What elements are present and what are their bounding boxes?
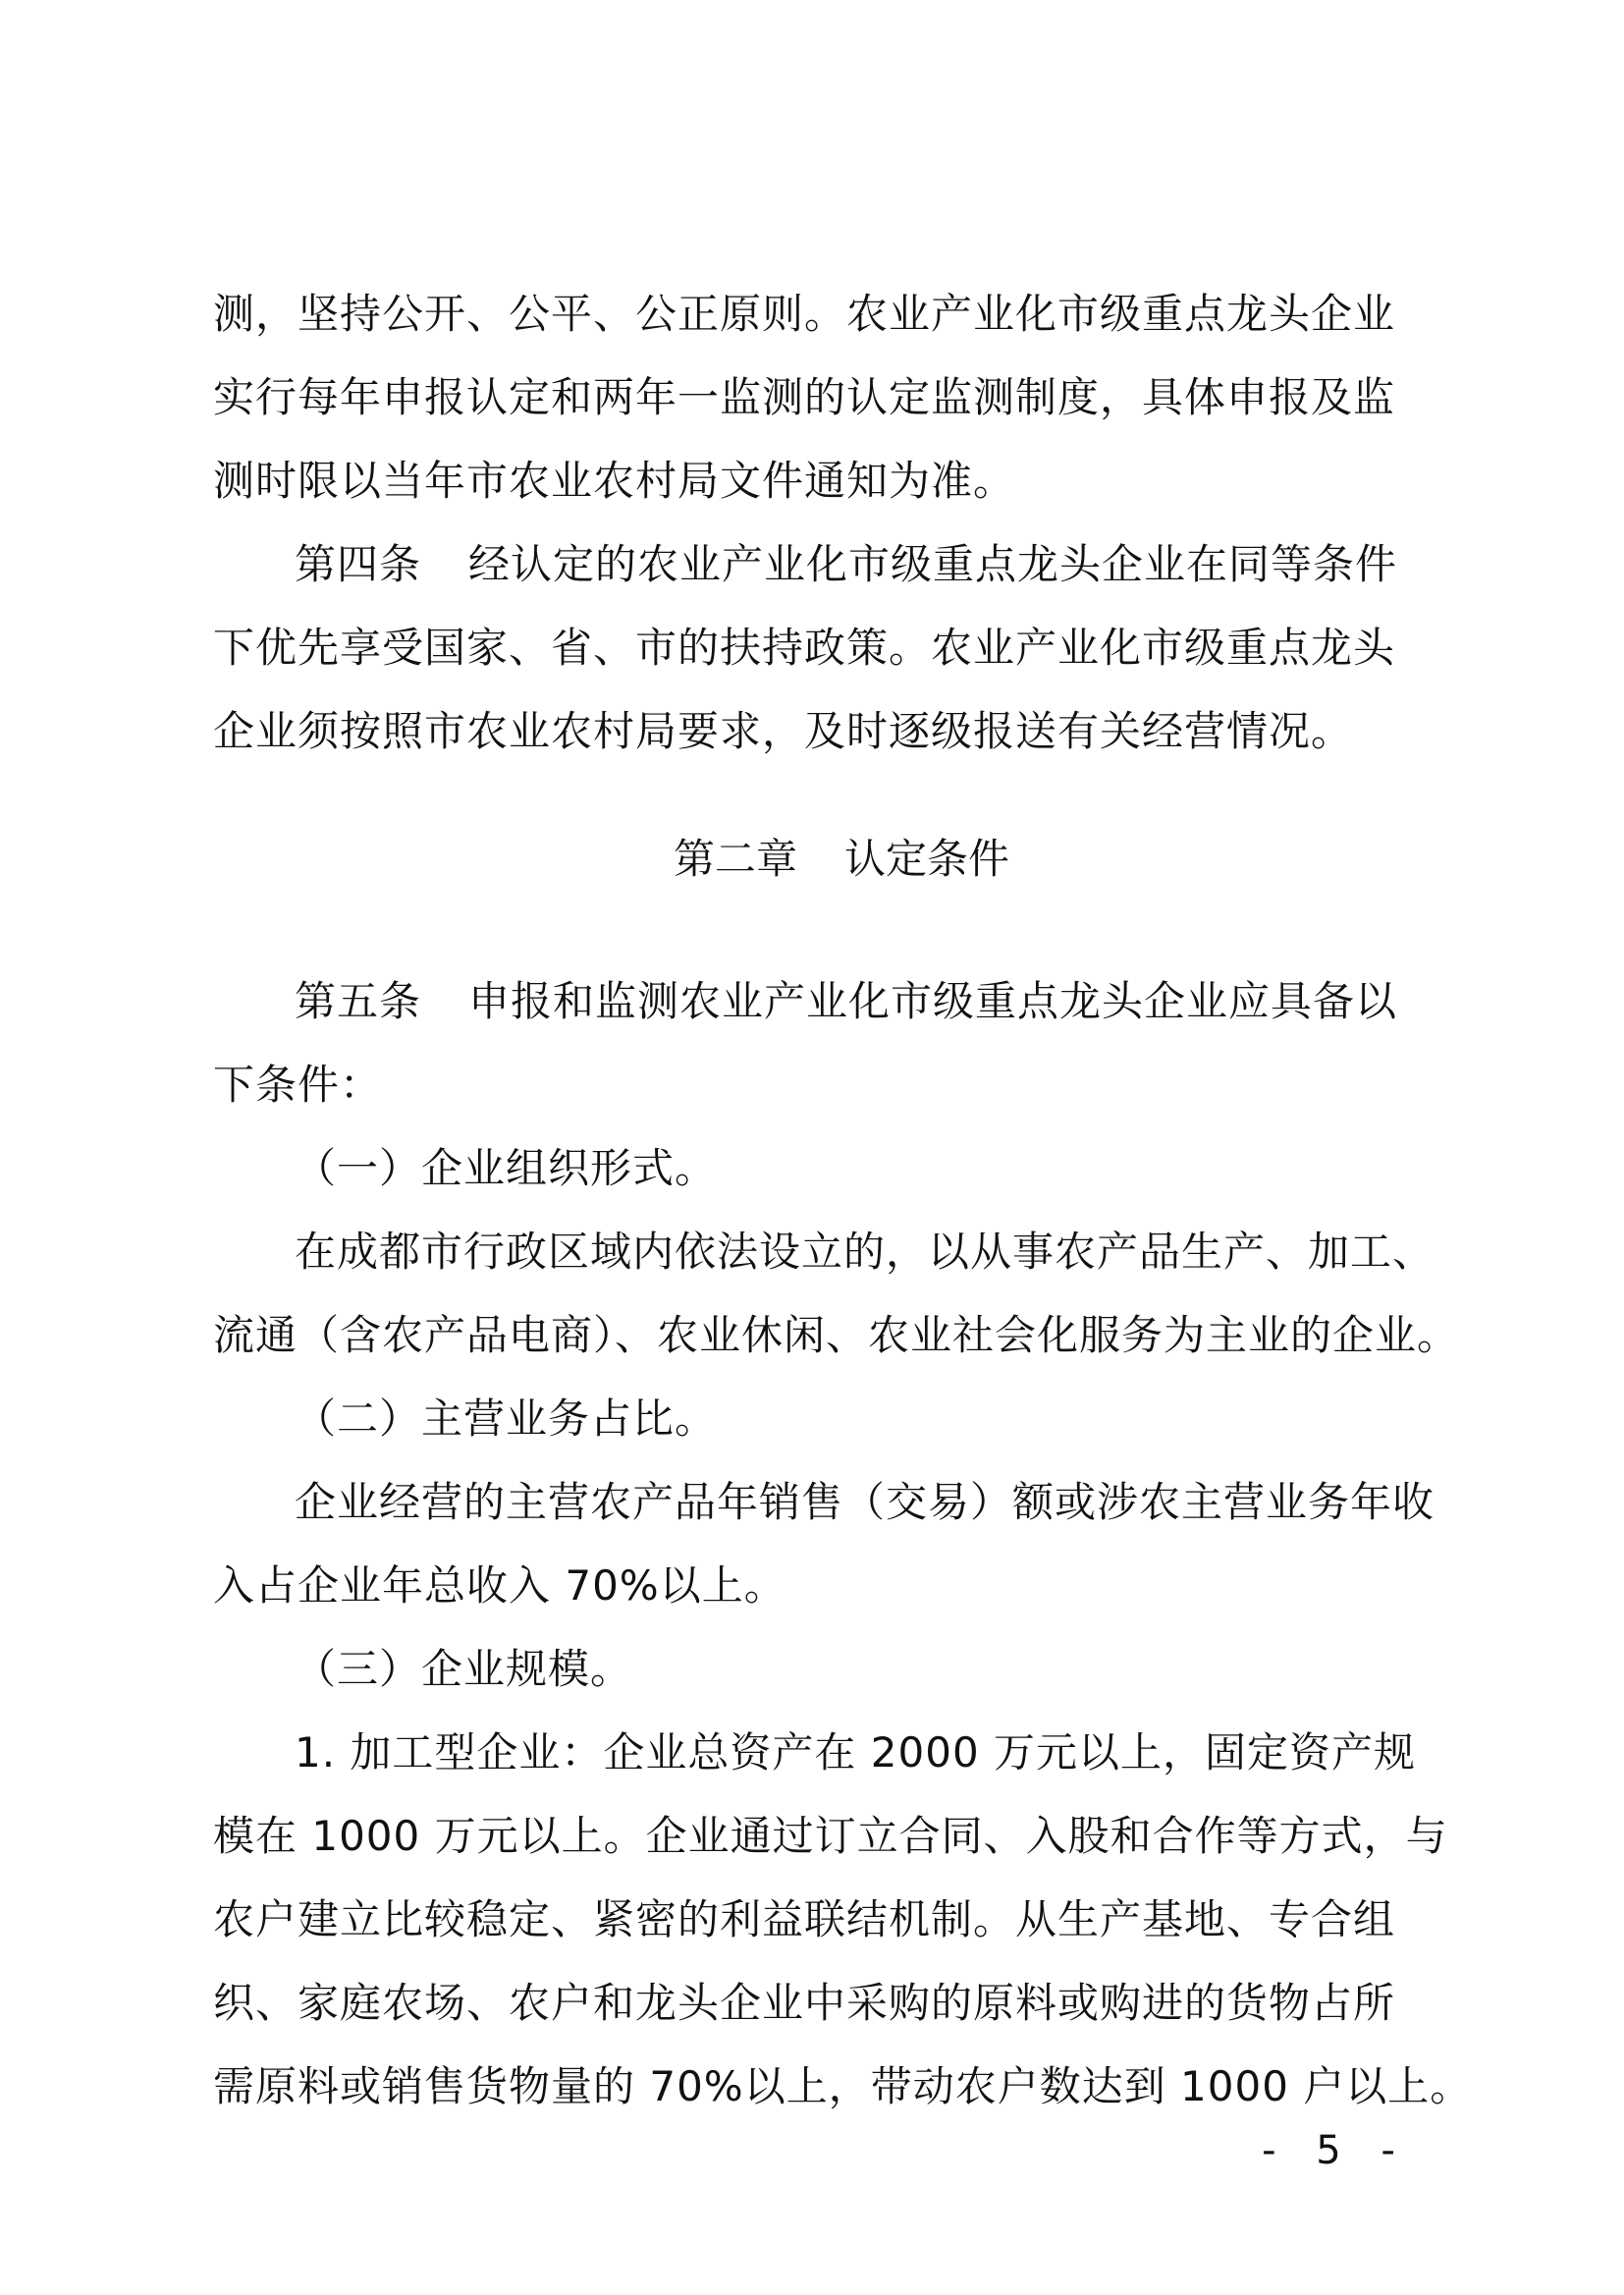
article-5-text: 申报和监测农业产业化市级重点龙头企业应具备以 [468, 977, 1398, 1025]
item-title: （三）企业规模。 [295, 1645, 633, 1693]
paragraph-line: 测时限以当年市农业农村局文件通知为准。 [213, 457, 1016, 505]
page-number: - 5 - [1262, 2128, 1409, 2173]
paragraph-line: 农户建立比较稳定、紧密的利益联结机制。从生产基地、专合组 [213, 1895, 1396, 1943]
chapter-heading [213, 830, 1470, 889]
chapter-title: 认定条件 [844, 835, 1010, 883]
paragraph-line: 模在 1000 万元以上。企业通过订立合同、入股和合作等方式，与 [213, 1812, 1448, 1860]
paragraph-line: 实行每年申报认定和两年一监测的认定监测制度，具体申报及监 [213, 373, 1396, 421]
paragraph-line: 下条件： [213, 1061, 383, 1109]
paragraph-line: 企业经营的主营农产品年销售（交易）额或涉农主营业务年收 [295, 1478, 1435, 1526]
article-4-first-line [295, 535, 1470, 594]
paragraph-line: 入占企业年总收入 70%以上。 [213, 1561, 786, 1610]
article-4-text: 经认定的农业产业化市级重点龙头企业在同等条件 [468, 540, 1398, 588]
article-5-label: 第五条 [295, 977, 422, 1025]
paragraph-line: 织、家庭农场、农户和龙头企业中采购的原料或购进的货物占所 [213, 1979, 1396, 2027]
paragraph-line: 1. 加工型企业：企业总资产在 2000 万元以上，固定资产规 [295, 1728, 1417, 1776]
item-title: （一）企业组织形式。 [295, 1144, 718, 1192]
paragraph-line: 企业须按照市农业农村局要求，及时逐级报送有关经营情况。 [213, 707, 1354, 755]
article-4-label: 第四条 [295, 540, 422, 588]
item-title: （二）主营业务占比。 [295, 1394, 718, 1443]
paragraph-line: 下优先享受国家、省、市的扶持政策。农业产业化市级重点龙头 [213, 624, 1396, 672]
chapter-number: 第二章 [673, 835, 797, 883]
paragraph-line: 测，坚持公开、公平、公正原则。农业产业化市级重点龙头企业 [213, 290, 1396, 338]
paragraph-line: 在成都市行政区域内依法设立的，以从事农产品生产、加工、 [295, 1228, 1435, 1276]
paragraph-line: 流通（含农产品电商）、农业休闲、农业社会化服务为主业的企业。 [213, 1311, 1460, 1359]
article-5-first-line [295, 972, 1470, 1031]
paragraph-line: 需原料或销售货物量的 70%以上，带动农户数达到 1000 户以上。 [213, 2062, 1473, 2110]
